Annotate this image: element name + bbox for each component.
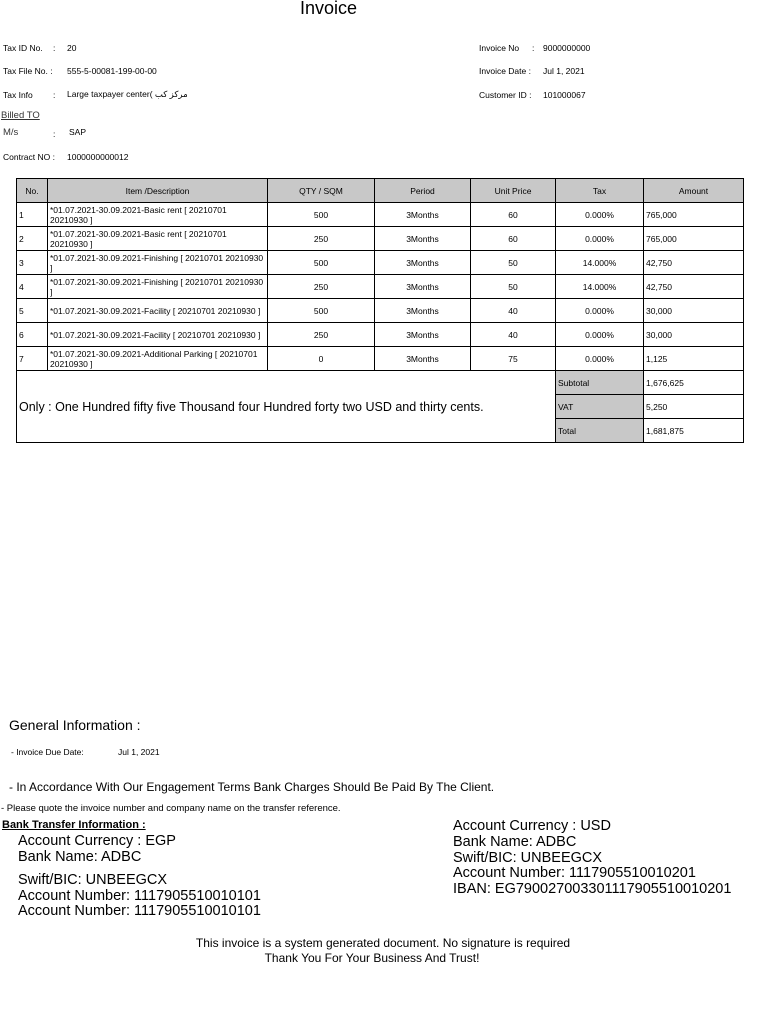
total-value: 1,681,875 <box>644 419 744 443</box>
row-amount: 1,125 <box>644 347 744 371</box>
row-description: *01.07.2021-30.09.2021-Facility [ 20210701 20210930 ] <box>48 323 268 347</box>
row-unit-price: 40 <box>471 323 556 347</box>
contract-value: 1000000000012 <box>67 152 129 162</box>
row-description: *01.07.2021-30.09.2021-Additional Parking [ 20210701 20210930 ] <box>48 347 268 371</box>
row-unit-price: 50 <box>471 251 556 275</box>
row-unit-price: 75 <box>471 347 556 371</box>
tax-info-colon: : <box>53 90 56 100</box>
invoice-no-colon: : <box>532 43 535 53</box>
column-header-no: No. <box>17 179 48 203</box>
row-qty: 0 <box>268 347 375 371</box>
bank-right-account-number: Account Number: 1117905510010201 <box>453 865 696 881</box>
bank-left-account-number: Account Number: 1117905510010101 <box>18 888 261 904</box>
row-amount: 42,750 <box>644 275 744 299</box>
bank-right-iban: IBAN: EG790027003301117905510010201 <box>453 881 732 897</box>
subtotal-label: Subtotal <box>556 371 644 395</box>
row-amount: 765,000 <box>644 203 744 227</box>
row-description: *01.07.2021-30.09.2021-Basic rent [ 20210701 20210930 ] <box>48 203 268 227</box>
bank-left-bank-name: Bank Name: ADBC <box>18 849 142 865</box>
column-header-period: Period <box>375 179 471 203</box>
bank-right-currency: Account Currency : USD <box>453 818 611 834</box>
table-row <box>17 323 744 347</box>
row-description: *01.07.2021-30.09.2021-Finishing [ 20210701 20210930 ] <box>48 275 268 299</box>
bank-transfer-heading: Bank Transfer Information : <box>2 819 146 831</box>
total-label: Total <box>556 419 644 443</box>
tax-id-colon: : <box>53 43 56 53</box>
row-no: 3 <box>17 251 48 275</box>
bank-left-swift: Swift/BIC: UNBEEGCX <box>18 872 168 888</box>
invoice-date-label: Invoice Date : <box>479 66 531 76</box>
row-description: *01.07.2021-30.09.2021-Basic rent [ 20210701 20210930 ] <box>48 227 268 251</box>
row-no: 2 <box>17 227 48 251</box>
row-qty: 500 <box>268 299 375 323</box>
customer-id-value: 101000067 <box>543 90 586 100</box>
table-row <box>17 203 744 227</box>
bank-right-swift: Swift/BIC: UNBEEGCX <box>453 850 603 866</box>
row-description: *01.07.2021-30.09.2021-Finishing [ 20210701 20210930 ] <box>48 251 268 275</box>
invoice-no-value: 9000000000 <box>543 43 591 53</box>
vat-value: 5,250 <box>644 395 744 419</box>
table-row <box>17 299 744 323</box>
row-period: 3Months <box>375 347 471 371</box>
ms-label: M/s <box>3 127 19 138</box>
row-qty: 250 <box>268 323 375 347</box>
row-tax: 14.000% <box>556 251 644 275</box>
bank-left-currency: Account Currency : EGP <box>18 833 176 849</box>
row-no: 5 <box>17 299 48 323</box>
row-period: 3Months <box>375 251 471 275</box>
column-header-description: Item /Description <box>48 179 268 203</box>
items-table <box>16 178 744 443</box>
ms-value: SAP <box>69 127 87 137</box>
general-info-heading: General Information : <box>9 717 141 733</box>
invoice-no-label: Invoice No <box>479 43 520 53</box>
footer-system-note: This invoice is a system generated document. No signature is required <box>195 936 571 950</box>
row-qty: 250 <box>268 275 375 299</box>
table-row <box>17 347 744 371</box>
billed-to-label: Billed TO <box>1 110 40 121</box>
column-header-qty: QTY / SQM <box>268 179 375 203</box>
due-date-value: Jul 1, 2021 <box>118 747 160 757</box>
tax-id-value: 20 <box>67 43 77 53</box>
table-header-row <box>17 179 744 203</box>
row-tax: 0.000% <box>556 299 644 323</box>
invoice-date-value: Jul 1, 2021 <box>543 66 585 76</box>
row-amount: 30,000 <box>644 323 744 347</box>
page-title: Invoice <box>299 0 358 18</box>
row-tax: 0.000% <box>556 347 644 371</box>
tax-file-label: Tax File No. : <box>3 66 53 76</box>
row-no: 6 <box>17 323 48 347</box>
row-no: 4 <box>17 275 48 299</box>
row-unit-price: 60 <box>471 227 556 251</box>
bank-right-bank-name: Bank Name: ADBC <box>453 834 577 850</box>
amount-in-words: Only : One Hundred fifty five Thousand four Hundred forty two USD and thirty cents. <box>17 371 556 443</box>
row-no: 7 <box>17 347 48 371</box>
row-period: 3Months <box>375 275 471 299</box>
footer-thank-you: Thank You For Your Business And Trust! <box>264 951 480 965</box>
table-row <box>17 275 744 299</box>
row-tax: 0.000% <box>556 227 644 251</box>
contract-label: Contract NO : <box>3 152 55 162</box>
row-period: 3Months <box>375 227 471 251</box>
row-tax: 14.000% <box>556 275 644 299</box>
row-period: 3Months <box>375 203 471 227</box>
bank-charges-note: - In Accordance With Our Engagement Terms Bank Charges Should Be Paid By The Client. <box>9 780 495 794</box>
column-header-amount: Amount <box>644 179 744 203</box>
subtotal-row <box>17 371 744 395</box>
row-tax: 0.000% <box>556 323 644 347</box>
row-amount: 42,750 <box>644 251 744 275</box>
column-header-unit-price: Unit Price <box>471 179 556 203</box>
row-no: 1 <box>17 203 48 227</box>
customer-id-label: Customer ID : <box>479 90 532 100</box>
transfer-reference-note: - Please quote the invoice number and company name on the transfer reference. <box>1 803 341 814</box>
tax-file-value: 555-5-00081-199-00-00 <box>67 66 157 76</box>
row-amount: 765,000 <box>644 227 744 251</box>
row-unit-price: 60 <box>471 203 556 227</box>
due-date-label: - Invoice Due Date: <box>11 747 84 757</box>
row-period: 3Months <box>375 323 471 347</box>
row-unit-price: 40 <box>471 299 556 323</box>
subtotal-value: 1,676,625 <box>644 371 744 395</box>
vat-label: VAT <box>556 395 644 419</box>
bank-left-account-number-2: Account Number: 1117905510010101 <box>18 903 261 919</box>
row-amount: 30,000 <box>644 299 744 323</box>
table-row <box>17 227 744 251</box>
row-unit-price: 50 <box>471 275 556 299</box>
table-row <box>17 251 744 275</box>
column-header-tax: Tax <box>556 179 644 203</box>
row-tax: 0.000% <box>556 203 644 227</box>
tax-id-label: Tax ID No. <box>3 43 43 53</box>
row-period: 3Months <box>375 299 471 323</box>
tax-info-value: Large taxpayer center( مركز كب <box>67 89 188 99</box>
row-qty: 500 <box>268 251 375 275</box>
ms-colon: : <box>53 129 56 139</box>
row-description: *01.07.2021-30.09.2021-Facility [ 20210701 20210930 ] <box>48 299 268 323</box>
tax-info-label: Tax Info <box>3 90 33 100</box>
row-qty: 250 <box>268 227 375 251</box>
row-qty: 500 <box>268 203 375 227</box>
